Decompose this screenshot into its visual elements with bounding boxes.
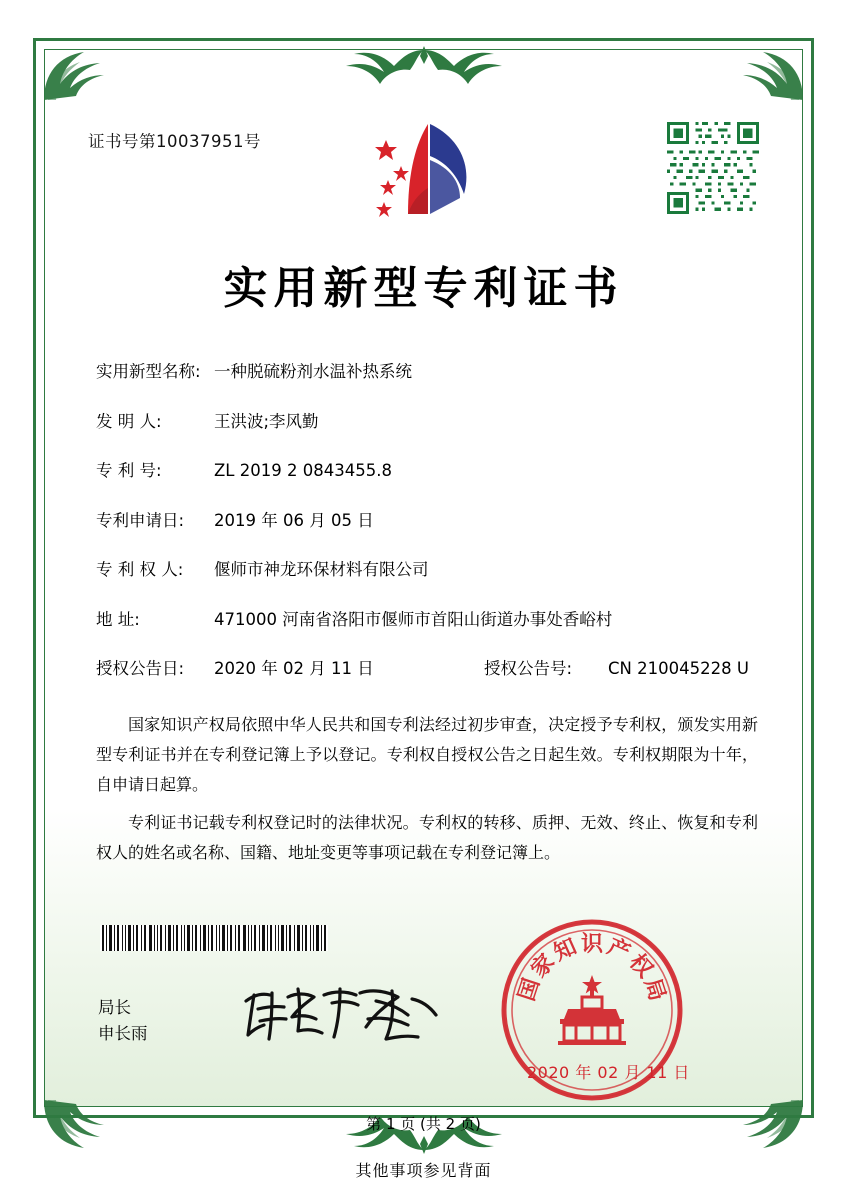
field-label: 实用新型名称: — [96, 362, 201, 381]
signature-name-label: 申长雨 — [98, 1024, 148, 1043]
back-side-note: 其他事项参见背面 — [355, 1161, 492, 1180]
svg-text:权: 权 — [624, 948, 659, 983]
svg-text:局: 局 — [639, 975, 671, 1005]
qr-code-icon — [667, 122, 759, 214]
field-value: 王洪波;李风勤 — [214, 411, 319, 431]
svg-text:家: 家 — [525, 948, 560, 983]
field-label: 专利申请日: — [96, 510, 185, 530]
field-row-grant-announcement — [96, 655, 756, 679]
field-row-inventor — [96, 408, 756, 432]
signature-block — [98, 995, 148, 1047]
legal-paragraph-1: 国家知识产权局依照中华人民共和国专利法经过初步审查，决定授予专利权，颁发实用新型专利证书并在专利登记簿上予以登记。专利权自授权公告之日起生效。专利权期限为十年，自申请日起算。 — [96, 715, 758, 794]
field-label: 发 明 人: — [96, 411, 162, 431]
field-value-grant-date: 2020 年 02 月 11 日 — [214, 659, 374, 678]
page-title: 实用新型专利证书 — [223, 263, 624, 314]
field-label: 专 利 号: — [96, 461, 162, 480]
field-row-address — [96, 606, 756, 630]
field-value: ZL 2019 2 0843455.8 — [214, 461, 392, 480]
field-value: 471000 河南省洛阳市偃师市首阳山街道办事处香峪村 — [214, 609, 613, 629]
field-label: 专 利 权 人: — [96, 560, 184, 579]
svg-text:产: 产 — [603, 933, 635, 967]
field-row-application-date — [96, 507, 756, 531]
seal-date: 2020 年 02 月 11 日 — [527, 1063, 690, 1082]
field-value: 一种脱硫粉剂水温补热系统 — [214, 362, 412, 381]
field-label-grant-date: 授权公告日: — [96, 659, 185, 678]
field-row-utility-model-name — [96, 358, 756, 382]
page-indicator: 第 1 页 (共 2 页) — [366, 1115, 481, 1133]
cnipa-logo-icon — [368, 118, 484, 228]
handwritten-signature-icon — [236, 975, 446, 1055]
legal-text-block — [96, 710, 758, 876]
certificate-number: 证书号第10037951号 — [88, 132, 261, 151]
field-value: 偃师市神龙环保材料有限公司 — [214, 560, 429, 579]
field-label-announcement-number: 授权公告号: — [484, 659, 573, 678]
certificate-fields — [96, 358, 756, 705]
corner-ornament-icon — [40, 44, 128, 104]
field-row-patentee — [96, 556, 756, 580]
svg-text:知: 知 — [549, 933, 581, 967]
field-value-announcement-number: CN 210045228 U — [608, 659, 749, 678]
svg-text:国: 国 — [513, 975, 545, 1005]
field-value: 2019 年 06 月 05 日 — [214, 510, 374, 530]
field-label: 地 址: — [96, 609, 140, 629]
field-row-patent-number — [96, 457, 756, 481]
top-flourish-ornament-icon — [274, 44, 574, 90]
legal-paragraph-2: 专利证书记载专利权登记时的法律状况。专利权的转移、质押、无效、终止、恢复和专利权人的姓名或名称、国籍、地址变更等事项记载在专利登记簿上。 — [96, 813, 758, 862]
signature-role-label: 局长 — [98, 998, 131, 1017]
corner-ornament-icon — [719, 44, 807, 104]
svg-text:识: 识 — [580, 931, 604, 957]
barcode-icon — [100, 925, 328, 951]
